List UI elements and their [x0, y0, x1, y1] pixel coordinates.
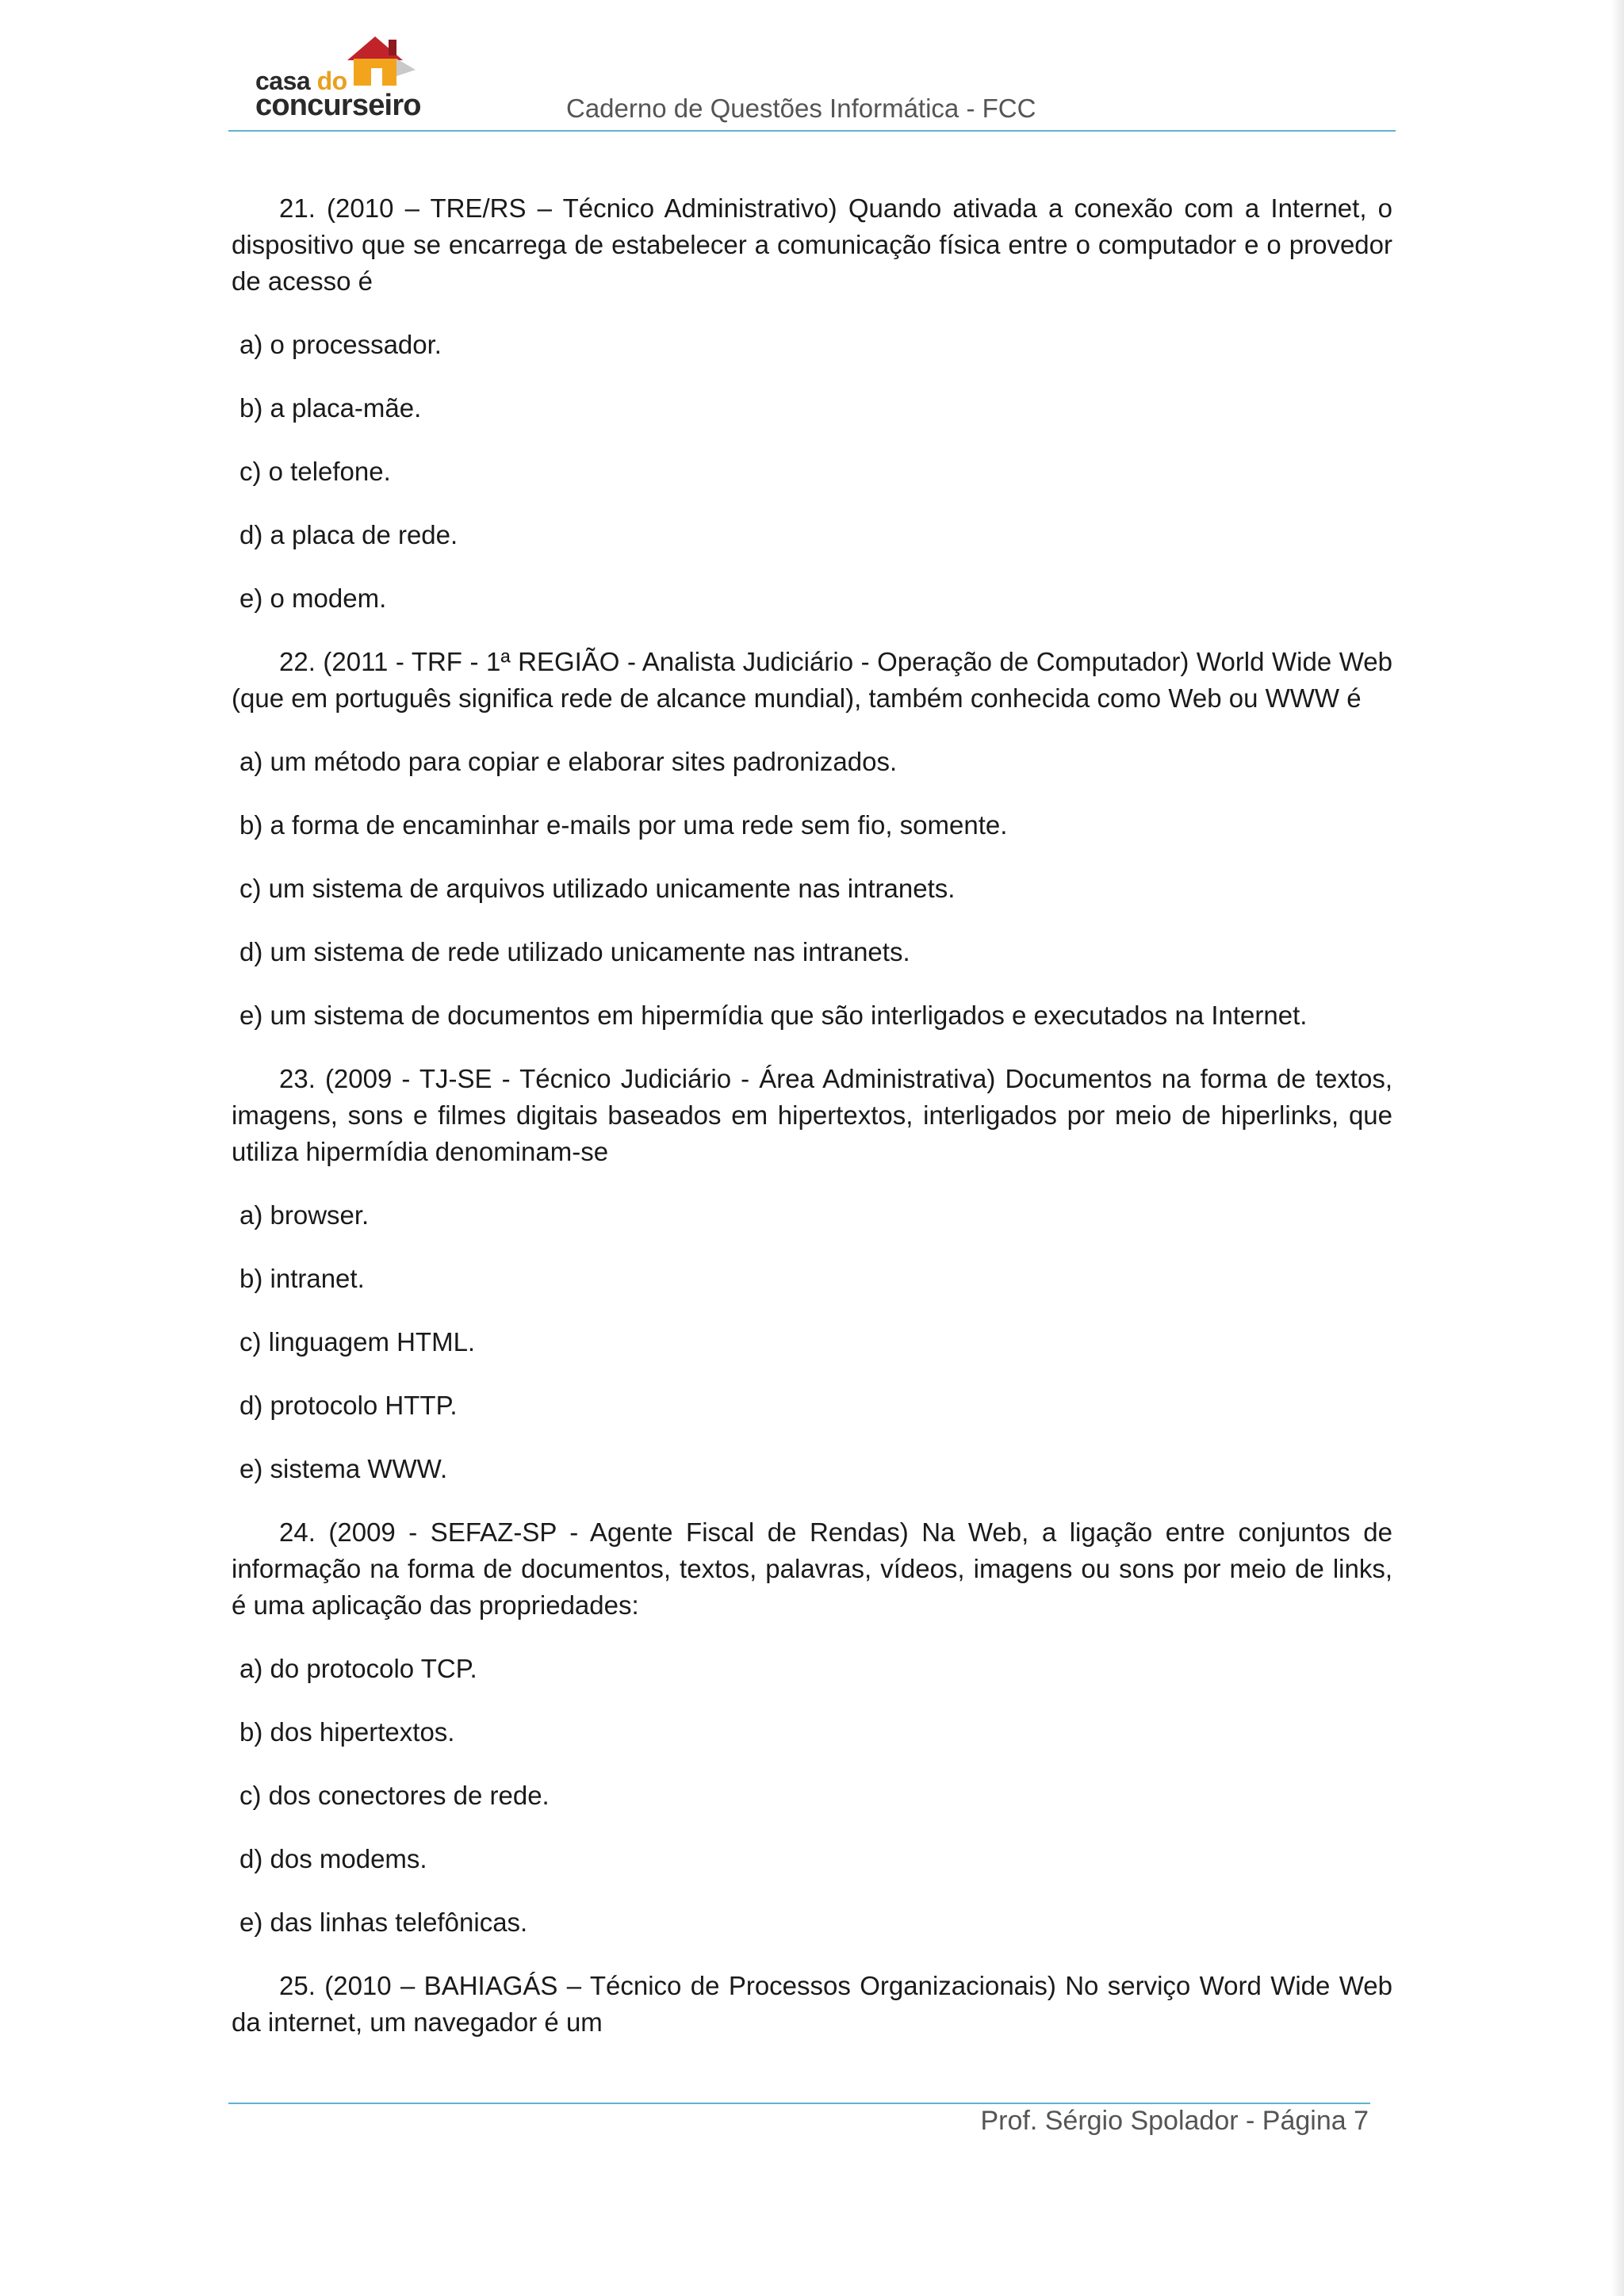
header-title: Caderno de Questões Informática - FCC [566, 94, 1036, 123]
question-list [232, 190, 1392, 2068]
question-22-option-b: b) a forma de encaminhar e-mails por uma rede sem fio, somente. [239, 810, 1008, 840]
logo-text-top: casa do [255, 67, 347, 95]
question-24-option-e: e) das linhas telefônicas. [239, 1908, 528, 1937]
question-21-option-c: c) o telefone. [239, 457, 391, 486]
house-icon [339, 29, 419, 92]
page-footer: Prof. Sérgio Spolador - Página 7 [980, 2106, 1369, 2136]
question-21-option-e: e) o modem. [239, 584, 387, 613]
footer-divider [228, 2103, 1370, 2104]
question-23-option-c: c) linguagem HTML. [239, 1327, 476, 1357]
page-edge-shadow [1611, 0, 1624, 2296]
header-divider [228, 130, 1396, 132]
question-25: 25. (2010 – BAHIAGÁS – Técnico de Processos Organizacionais) No serviço Word Wide Web da internet, um navegador é um [232, 1971, 1392, 2037]
question-22-option-e: e) um sistema de documentos em hipermídia que são interligados e executados na Internet. [239, 1001, 1308, 1030]
question-23-option-e: e) sistema WWW. [239, 1454, 448, 1483]
question-23-option-d: d) protocolo HTTP. [239, 1391, 458, 1420]
question-22-option-a: a) um método para copiar e elaborar sites padronizados. [239, 747, 898, 776]
question-21-option-b: b) a placa-mãe. [239, 393, 422, 423]
question-24-option-b: b) dos hipertextos. [239, 1717, 455, 1747]
question-23-option-b: b) intranet. [239, 1264, 365, 1293]
question-21-option-d: d) a placa de rede. [239, 520, 458, 549]
question-22: 22. (2011 - TRF - 1ª REGIÃO - Analista Judiciário - Operação de Computador) World Wide Web (que em português significa rede de alcance mundial), também conhecida como Web ou WWW é [232, 647, 1392, 713]
question-21: 21. (2010 – TRE/RS – Técnico Administrativo) Quando ativada a conexão com a Internet, o dispositivo que se encarrega de estabelecer a comunicação física entre o computador e o provedor de acesso é [232, 193, 1392, 296]
question-22-option-d: d) um sistema de rede utilizado unicamente nas intranets. [239, 937, 910, 966]
question-24: 24. (2009 - SEFAZ-SP - Agente Fiscal de Rendas) Na Web, a ligação entre conjuntos de informação na forma de documentos, textos, palavras, vídeos, imagens ou sons por meio de links, é uma aplicação das propriedades: [232, 1517, 1392, 1620]
logo-text-bottom: concurseiro [255, 89, 421, 122]
question-23-option-a: a) browser. [239, 1200, 370, 1230]
question-23: 23. (2009 - TJ-SE - Técnico Judiciário - Área Administrativa) Documentos na forma de textos, imagens, sons e filmes digitais baseados em hipertextos, interligados por meio de hiperlinks, que utiliza hipermídia denominam-se [232, 1064, 1392, 1166]
question-24-option-a: a) do protocolo TCP. [239, 1654, 477, 1683]
question-24-option-d: d) dos modems. [239, 1844, 427, 1873]
casa-do-concurseiro-logo [252, 29, 419, 124]
question-24-option-c: c) dos conectores de rede. [239, 1781, 550, 1810]
question-21-option-a: a) o processador. [239, 330, 442, 359]
question-22-option-c: c) um sistema de arquivos utilizado unicamente nas intranets. [239, 874, 956, 903]
